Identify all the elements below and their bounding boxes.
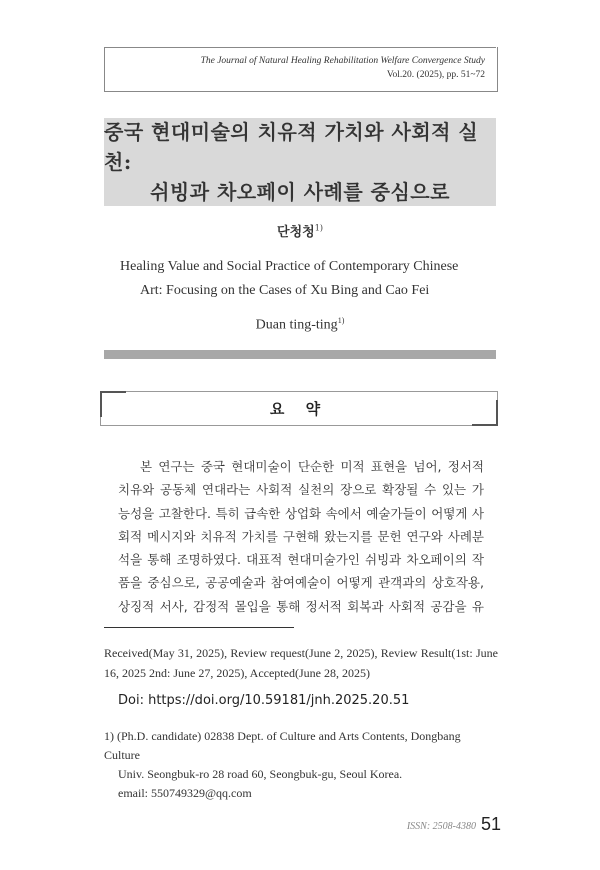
- corner-decoration: [100, 391, 126, 417]
- abstract-line: 능성을 고찰한다. 특히 급속한 상업화 속에서 예술가들이 어떻게 사: [118, 505, 484, 521]
- english-author-footnote-mark: 1): [337, 316, 345, 325]
- abstract-line: 치유와 공동체 연대라는 사회적 실천의 장으로 확장될 수 있는 가: [118, 482, 484, 498]
- english-author: [0, 316, 600, 334]
- affiliation-line-2: Univ. Seongbuk-ro 28 road 60, Seongbuk-gu, Seoul Korea.: [118, 767, 403, 781]
- english-author-name: Duan ting-ting: [255, 317, 338, 333]
- abstract-line: 본 연구는 중국 현대미술이 단순한 미적 표현을 넘어, 정서적: [140, 459, 484, 474]
- journal-header: [104, 47, 498, 92]
- corner-decoration: [472, 400, 498, 426]
- abstract-line: 품을 중심으로, 공공예술과 참여예술이 어떻게 관객과의 상호작용,: [118, 575, 484, 591]
- author-email[interactable]: email: 550749329@qq.com: [118, 786, 252, 800]
- footnote-rule: [104, 627, 294, 628]
- journal-volume: Vol.20. (2025), pp. 51~72: [386, 70, 485, 80]
- korean-author: [0, 221, 600, 240]
- section-divider-bar: [104, 350, 496, 359]
- abstract-line: 회적 메시지와 치유적 가치를 구현해 왔는지를 문헌 연구와 사례분: [118, 528, 484, 544]
- abstract-line: 석을 통해 조명하였다. 대표적 현대미술가인 쉬빙과 차오페이의 작: [118, 552, 484, 568]
- korean-author-name: 단청청: [277, 225, 315, 240]
- abstract-body: [118, 455, 484, 618]
- doi-link[interactable]: Doi: https://doi.org/10.59181/jnh.2025.20.51: [118, 693, 410, 708]
- issn: ISSN: 2508-4380: [406, 821, 476, 832]
- received-dates: Received(May 31, 2025), Review request(June 2, 2025), Review Result(1st: June 16, 2025 2nd: June 27, 2025), Accepted(June 28, 2025): [104, 646, 498, 680]
- english-title-line-2: Art: Focusing on the Cases of Xu Bing and Cao Fei: [140, 283, 430, 298]
- journal-name: The Journal of Natural Healing Rehabilitation Welfare Convergence Study: [200, 56, 485, 66]
- abstract-line: 상징적 서사, 감정적 몰입을 통해 정서적 회복과 사회적 공감을 유: [118, 598, 484, 614]
- abstract-heading: 요 약: [269, 400, 329, 418]
- author-affiliation-footnote: [104, 727, 498, 803]
- affiliation-line-1: 1) (Ph.D. candidate) 02838 Dept. of Culture and Arts Contents, Dongbang Culture: [104, 729, 461, 762]
- english-title-line-1: Healing Value and Social Practice of Contemporary Chinese: [120, 259, 459, 274]
- page-number: 51: [481, 814, 502, 834]
- korean-title-line-2: 쉬빙과 차오페이 사례를 중심으로: [150, 180, 450, 204]
- korean-title-box: [104, 118, 496, 206]
- korean-title-line-1: 중국 현대미술의 치유적 가치와 사회적 실천:: [104, 120, 479, 174]
- korean-author-footnote-mark: 1): [314, 223, 323, 233]
- abstract-heading-box: [100, 391, 498, 426]
